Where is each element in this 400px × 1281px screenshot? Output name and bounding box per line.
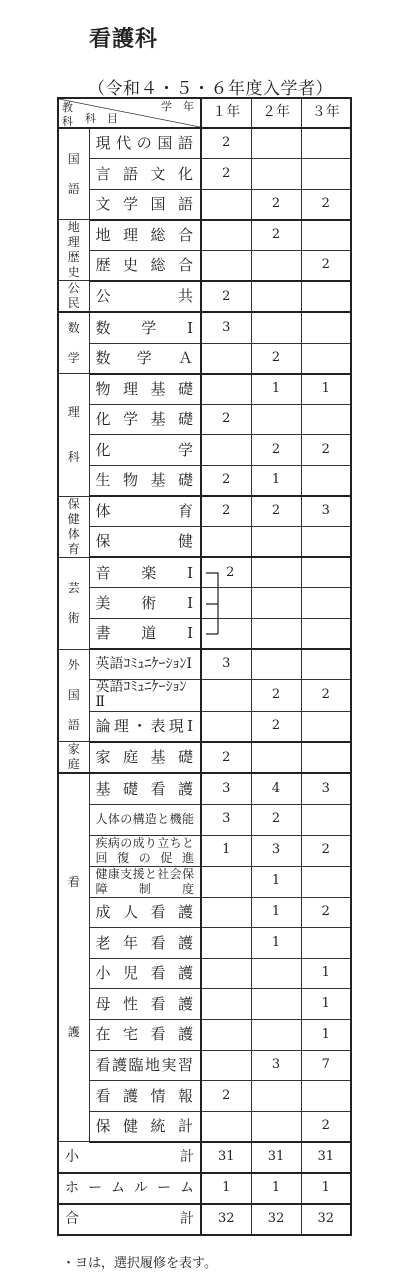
credit-cell-year-3 <box>301 404 351 435</box>
table-row <box>58 1050 351 1081</box>
subtotal-row-year-2: 31 <box>251 1142 301 1173</box>
credit-cell-year-1 <box>201 989 251 1020</box>
subject-cell: 小児看護 <box>89 958 201 989</box>
header-year-2: ２年 <box>251 98 301 128</box>
credit-cell-year-1 <box>201 220 251 251</box>
table-header-row <box>58 98 351 128</box>
category-cell: 国 語 <box>58 128 89 220</box>
credit-cell-year-2: 1 <box>251 928 301 959</box>
table-row <box>58 680 351 712</box>
credit-cell-year-1: 3 <box>201 649 251 680</box>
credit-cell-year-1 <box>201 1111 251 1142</box>
credit-cell-year-2 <box>251 649 301 680</box>
subject-cell: 言語文化 <box>89 159 201 190</box>
credit-cell-year-1: 2 <box>201 465 251 496</box>
header-diagonal-cell <box>58 98 201 128</box>
credit-cell-year-3 <box>301 742 351 774</box>
table-row <box>58 527 351 558</box>
total-row-year-3: 32 <box>301 1204 351 1235</box>
category-cell: 保 健 体 育 <box>58 496 89 557</box>
credit-cell-year-2: 1 <box>251 374 301 405</box>
credit-cell-year-1: 2 <box>201 404 251 435</box>
table-row <box>58 189 351 220</box>
credit-cell-year-2: 2 <box>251 435 301 466</box>
credit-cell-year-1 <box>201 374 251 405</box>
credit-cell-year-1: 2 <box>201 159 251 190</box>
category-cell: 外 国 語 <box>58 649 89 742</box>
total-row-year-2: 32 <box>251 1204 301 1235</box>
subject-cell: 書 道 Ⅰ <box>89 618 201 649</box>
credit-cell-year-2 <box>251 128 301 159</box>
credit-cell-year-1 <box>201 250 251 281</box>
credit-cell-year-1: 2 <box>201 496 251 527</box>
credit-cell-year-2 <box>251 989 301 1020</box>
credit-cell-year-3 <box>301 711 351 742</box>
subject-cell: 体 育 <box>89 496 201 527</box>
subject-cell: 論理・表現Ⅰ <box>89 711 201 742</box>
total-row-label: 合 計 <box>58 1204 201 1235</box>
page-title: 看護科 <box>89 27 159 52</box>
curriculum-table <box>57 97 352 1236</box>
credit-cell-year-3 <box>301 128 351 159</box>
credit-cell-year-1 <box>201 897 251 928</box>
header-year-label: 学 年 <box>161 100 194 113</box>
homeroom-row-year-2: 1 <box>251 1173 301 1204</box>
subject-cell: 現代の国語 <box>89 128 201 159</box>
subject-cell: 歴史総合 <box>89 250 201 281</box>
credit-cell-year-3: 1 <box>301 1019 351 1050</box>
credit-cell-year-1: 3 <box>201 773 251 804</box>
credit-cell-year-3 <box>301 928 351 959</box>
subject-cell: 英語ｺﾐｭﾆｹｰｼｮﾝⅡ <box>89 680 201 712</box>
curriculum-table-wrapper <box>57 97 350 1236</box>
subject-cell: 基礎看護 <box>89 773 201 804</box>
credit-cell-year-2 <box>251 1111 301 1142</box>
subject-cell: 保健統計 <box>89 1111 201 1142</box>
credit-cell-year-1 <box>201 1050 251 1081</box>
credit-cell-year-3 <box>301 281 351 313</box>
subject-cell: 母性看護 <box>89 989 201 1020</box>
homeroom-row <box>58 1173 351 1204</box>
table-row <box>58 1111 351 1142</box>
credit-cell-year-2: 2 <box>251 804 301 835</box>
table-row <box>58 128 351 159</box>
credit-cell-year-3: 3 <box>301 496 351 527</box>
credit-cell-year-2: 4 <box>251 773 301 804</box>
credit-cell-year-1 <box>201 557 251 588</box>
credit-cell-year-3: 1 <box>301 958 351 989</box>
credit-cell-year-1 <box>201 189 251 220</box>
table-row <box>58 897 351 928</box>
table-row <box>58 343 351 374</box>
credit-cell-year-2: 1 <box>251 465 301 496</box>
table-row <box>58 649 351 680</box>
credit-cell-year-1 <box>201 928 251 959</box>
credit-cell-year-2: 1 <box>251 897 301 928</box>
table-row <box>58 159 351 190</box>
credit-cell-year-3: 2 <box>301 189 351 220</box>
credit-cell-year-1 <box>201 1019 251 1050</box>
table-row <box>58 557 351 588</box>
credit-cell-year-3: 1 <box>301 989 351 1020</box>
category-cell: 芸 術 <box>58 557 89 649</box>
credit-cell-year-3: 2 <box>301 435 351 466</box>
table-row <box>58 1081 351 1112</box>
credit-cell-year-1 <box>201 527 251 558</box>
subject-cell: 老年看護 <box>89 928 201 959</box>
table-body <box>58 128 351 1235</box>
table-row <box>58 465 351 496</box>
credit-cell-year-2: 2 <box>251 680 301 712</box>
header-year-1: １年 <box>201 98 251 128</box>
category-cell: 看 護 <box>58 773 89 1141</box>
table-row <box>58 1019 351 1050</box>
header-year-3: ３年 <box>301 98 351 128</box>
subject-cell: 保 健 <box>89 527 201 558</box>
table-row <box>58 496 351 527</box>
table-row <box>58 250 351 281</box>
credit-cell-year-2 <box>251 1019 301 1050</box>
category-cell: 数 学 <box>58 312 89 373</box>
credit-cell-year-1: 2 <box>201 742 251 774</box>
subject-cell: 看護情報 <box>89 1081 201 1112</box>
table-row <box>58 804 351 835</box>
credit-cell-year-3 <box>301 465 351 496</box>
table-row <box>58 435 351 466</box>
credit-cell-year-1 <box>201 866 251 897</box>
subject-cell: 人体の構造と機能 <box>89 804 201 835</box>
credit-cell-year-2: 1 <box>251 866 301 897</box>
header-category-label-2: 科 <box>62 115 73 129</box>
subtotal-row <box>58 1142 351 1173</box>
subject-cell: 数 学 Ⅰ <box>89 312 201 343</box>
credit-cell-year-2: 2 <box>251 343 301 374</box>
subject-cell: 生物基礎 <box>89 465 201 496</box>
credit-cell-year-2: 2 <box>251 496 301 527</box>
subject-cell: 在宅看護 <box>89 1019 201 1050</box>
subject-cell: 疾病の成り立ちと回復の促進 <box>89 835 201 866</box>
total-row <box>58 1204 351 1235</box>
category-cell: 公 民 <box>58 281 89 313</box>
credit-cell-year-2 <box>251 404 301 435</box>
homeroom-row-year-3: 1 <box>301 1173 351 1204</box>
table-row <box>58 773 351 804</box>
header-subject-label: 科 目 <box>85 111 118 125</box>
credit-cell-year-1 <box>201 680 251 712</box>
credit-cell-year-1 <box>201 435 251 466</box>
subtotal-row-year-1: 31 <box>201 1142 251 1173</box>
credit-cell-year-1: 3 <box>201 804 251 835</box>
credit-cell-year-2: 2 <box>251 189 301 220</box>
credit-cell-year-3 <box>301 649 351 680</box>
homeroom-row-year-1: 1 <box>201 1173 251 1204</box>
credit-cell-year-1: 1 <box>201 835 251 866</box>
subject-cell: 成人看護 <box>89 897 201 928</box>
credit-cell-year-2 <box>251 250 301 281</box>
credit-cell-year-3 <box>301 527 351 558</box>
credit-cell-year-3: 2 <box>301 250 351 281</box>
credit-cell-year-2 <box>251 588 301 619</box>
credit-cell-year-3: 7 <box>301 1050 351 1081</box>
credit-cell-year-2 <box>251 527 301 558</box>
credit-cell-year-1: 2 <box>201 128 251 159</box>
subject-cell: 美 術 Ⅰ <box>89 588 201 619</box>
credit-cell-year-1 <box>201 711 251 742</box>
table-row <box>58 866 351 897</box>
credit-cell-year-3: 2 <box>301 835 351 866</box>
table-row <box>58 928 351 959</box>
credit-cell-year-3 <box>301 588 351 619</box>
elective-credit: 2 <box>226 564 235 580</box>
homeroom-row-label: ホームルーム <box>58 1173 201 1204</box>
subtotal-row-label: 小 計 <box>58 1142 201 1173</box>
credit-cell-year-3 <box>301 343 351 374</box>
table-row <box>58 374 351 405</box>
subject-cell: 物理基礎 <box>89 374 201 405</box>
subject-cell: 看護臨地実習 <box>89 1050 201 1081</box>
credit-cell-year-3 <box>301 1081 351 1112</box>
credit-cell-year-2 <box>251 1081 301 1112</box>
category-cell: 理 科 <box>58 374 89 496</box>
footnote: ・ヨは，選択履修を表す。 <box>62 1256 217 1271</box>
credit-cell-year-2 <box>251 742 301 774</box>
credit-cell-year-1: 3 <box>201 312 251 343</box>
table-row <box>58 281 351 313</box>
subject-cell: 公 共 <box>89 281 201 313</box>
credit-cell-year-3: 2 <box>301 680 351 712</box>
table-row <box>58 711 351 742</box>
credit-cell-year-2 <box>251 312 301 343</box>
credit-cell-year-3 <box>301 618 351 649</box>
subject-cell: 化 学 <box>89 435 201 466</box>
page-subtitle: （令和４・５・６年度入学者） <box>88 79 333 99</box>
elective-bracket <box>202 558 235 636</box>
credit-cell-year-3: 3 <box>301 773 351 804</box>
credit-cell-year-2: 2 <box>251 220 301 251</box>
credit-cell-year-3 <box>301 557 351 588</box>
table-row <box>58 742 351 774</box>
credit-cell-year-1 <box>201 343 251 374</box>
subtotal-row-year-3: 31 <box>301 1142 351 1173</box>
subject-cell: 英語ｺﾐｭﾆｹｰｼｮﾝⅠ <box>89 649 201 680</box>
credit-cell-year-1 <box>201 958 251 989</box>
total-row-year-1: 32 <box>201 1204 251 1235</box>
credit-cell-year-2: 3 <box>251 835 301 866</box>
credit-cell-year-2 <box>251 159 301 190</box>
credit-cell-year-2 <box>251 958 301 989</box>
credit-cell-year-3 <box>301 312 351 343</box>
credit-cell-year-3: 1 <box>301 374 351 405</box>
table-row <box>58 989 351 1020</box>
credit-cell-year-2: 2 <box>251 711 301 742</box>
credit-cell-year-3 <box>301 220 351 251</box>
table-row <box>58 404 351 435</box>
credit-cell-year-3 <box>301 866 351 897</box>
credit-cell-year-3 <box>301 804 351 835</box>
subject-cell: 音 楽 Ⅰ <box>89 557 201 588</box>
credit-cell-year-1: 2 <box>201 1081 251 1112</box>
header-category-label: 教 <box>62 101 73 114</box>
subject-cell: 数 学 Ａ <box>89 343 201 374</box>
category-cell: 地 理 歴 史 <box>58 220 89 281</box>
credit-cell-year-2 <box>251 281 301 313</box>
subject-cell: 地理総合 <box>89 220 201 251</box>
table-row <box>58 958 351 989</box>
table-row <box>58 312 351 343</box>
credit-cell-year-3: 2 <box>301 897 351 928</box>
credit-cell-year-3: 2 <box>301 1111 351 1142</box>
credit-cell-year-2 <box>251 557 301 588</box>
credit-cell-year-2 <box>251 618 301 649</box>
table-row <box>58 835 351 866</box>
subject-cell: 家庭基礎 <box>89 742 201 774</box>
credit-cell-year-3 <box>301 159 351 190</box>
subject-cell: 文学国語 <box>89 189 201 220</box>
subject-cell: 健康支援と社会保障制度 <box>89 866 201 897</box>
category-cell: 家 庭 <box>58 742 89 774</box>
subject-cell: 化学基礎 <box>89 404 201 435</box>
credit-cell-year-2: 3 <box>251 1050 301 1081</box>
table-row <box>58 220 351 251</box>
credit-cell-year-1: 2 <box>201 281 251 313</box>
